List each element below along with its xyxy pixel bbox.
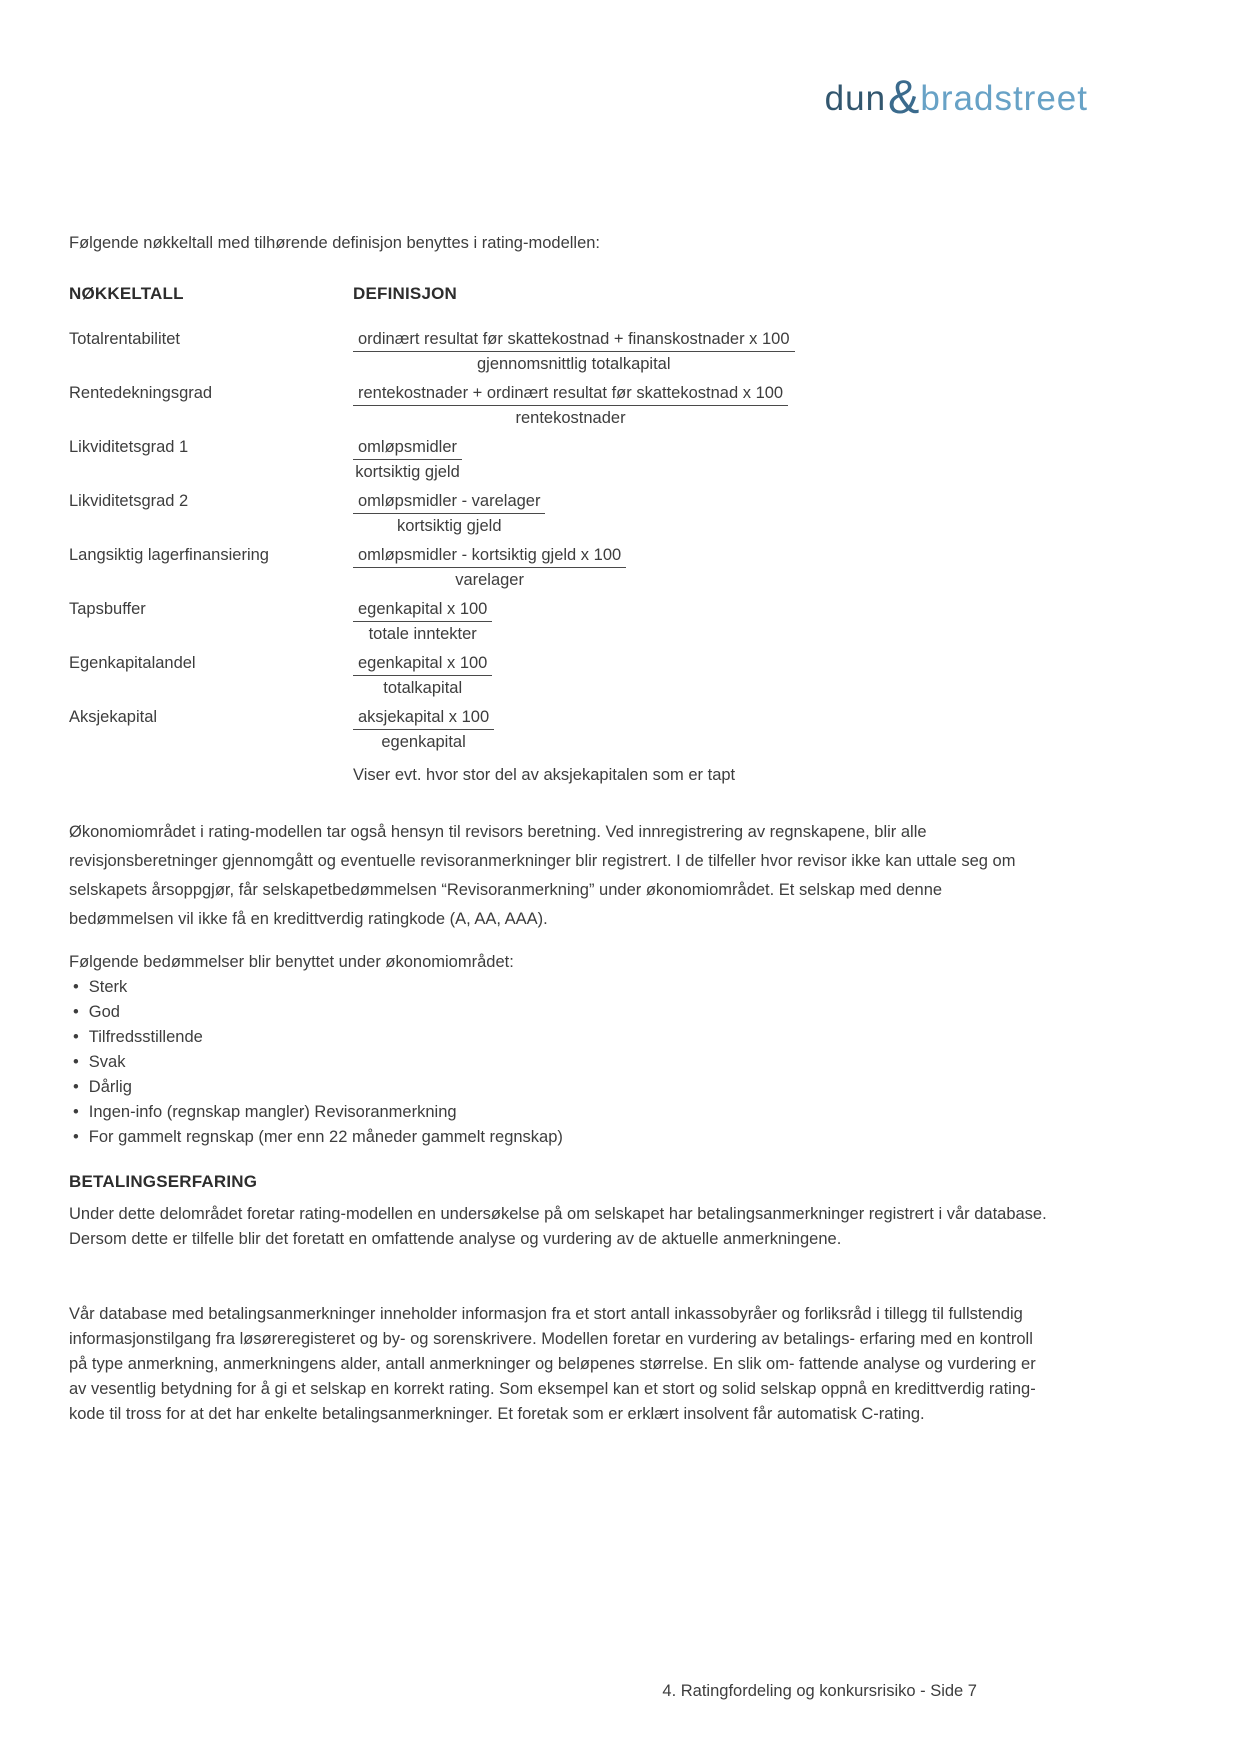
ratio-label: Totalrentabilitet [69, 330, 180, 348]
payment-paragraph-2: Vår database med betalingsanmerkninger inneholder informasjon fra et stort antall inkassobyråer og forliksråd i tillegg til fullstendig informasjonstilgang fra løsøreregisteret og by- og sorenskrivere. Modellen foretar en vurdering av betalings- erfaring med en kontroll på type anmerkning, anmerkningens alder, antall anmerkninger og beløpenes størrelse. En slik om- fattende analyse og vurdering er av vesentlig betydning for å gi et selskap en korrekt rating. Som eksempel kan et stort og solid selskap oppnå en kredittverdig rating-kode til tross for at det har enkelte betalingsanmerkninger. Et foretak som er erklært insolvent får automatisk C-rating. [69, 1305, 1036, 1423]
formula-denominator: totale inntekter [368, 625, 477, 643]
logo-text-bradstreet: bradstreet [920, 79, 1088, 118]
dun-bradstreet-logo [825, 66, 1088, 121]
ratio-formula [353, 382, 788, 429]
ratio-formula [353, 490, 545, 537]
table-note: Viser evt. hvor stor del av aksjekapitalen som er tapt [353, 766, 736, 784]
column-header-nokkeltall: NØKKELTALL [69, 284, 184, 303]
ratio-formula [353, 598, 492, 645]
formula-denominator: kortsiktig gjeld [396, 517, 502, 535]
ratio-label: Langsiktig lagerfinansiering [69, 546, 269, 564]
table-row [69, 490, 1119, 544]
list-item: • For gammelt regnskap (mer enn 22 måneder gammelt regnskap) [69, 1125, 1047, 1150]
formula-numerator: egenkapital x 100 [353, 598, 492, 622]
formula-numerator: omløpsmidler - kortsiktig gjeld x 100 [353, 544, 626, 568]
section-heading-betalingserfaring: BETALINGSERFARING [69, 1172, 258, 1191]
logo-ampersand-icon: & [888, 70, 920, 123]
table-row [69, 652, 1119, 706]
table-row [69, 706, 1119, 760]
economy-paragraph: Økonomiområdet i rating-modellen tar også hensyn til revisors beretning. Ved innregistrering av regnskapene, blir alle revisjonsberetninger gjennomgått og eventuelle revisoranmerkninger blir registrert. I de tilfeller hvor revisor ikke kan uttale seg om selskapets årsoppgjør, får selskapetbedømmelsen “Revisoranmerkning” under økonomiområdet. Et selskap med denne bedømmelsen vil ikke få en kredittverdig ratingkode (A, AA, AAA). [69, 823, 1016, 928]
table-header-row [69, 284, 1049, 304]
assessments-intro: Følgende bedømmelser blir benyttet under økonomiområdet: [69, 953, 514, 971]
formula-denominator: egenkapital [381, 733, 466, 751]
ratio-formula [353, 706, 494, 753]
formula-denominator: gjennomsnittlig totalkapital [476, 355, 671, 373]
payment-paragraph-1: Under dette delområdet foretar rating-modellen en undersøkelse på om selskapet har betalingsanmerkninger registrert i vår database. Dersom dette er tilfelle blir det foretatt en omfattende analyse og vurdering av de aktuelle anmerkningene. [69, 1205, 1047, 1248]
assessments-list [69, 975, 1047, 1150]
ratio-formula [353, 652, 492, 699]
list-item: • Svak [69, 1050, 1047, 1075]
table-row [69, 436, 1119, 490]
formula-numerator: egenkapital x 100 [353, 652, 492, 676]
formula-denominator: varelager [455, 571, 524, 589]
formula-numerator: omløpsmidler [353, 436, 462, 460]
ratio-label: Likviditetsgrad 1 [69, 438, 189, 456]
formula-numerator: rentekostnader + ordinært resultat før skattekostnad x 100 [353, 382, 788, 406]
ratio-label: Likviditetsgrad 2 [69, 492, 189, 510]
ratio-formula [353, 544, 626, 591]
list-item: • Ingen-info (regnskap mangler) Revisoranmerkning [69, 1100, 1047, 1125]
logo-text-dun: dun [824, 79, 887, 118]
page-footer: 4. Ratingfordeling og konkursrisiko - Side 7 [662, 1682, 977, 1700]
formula-denominator: totalkapital [383, 679, 463, 697]
formula-denominator: kortsiktig gjeld [355, 463, 460, 481]
ratio-label: Egenkapitalandel [69, 654, 196, 672]
table-row [69, 382, 1119, 436]
list-item: • Tilfredsstillende [69, 1025, 1047, 1050]
table-row [69, 328, 1119, 382]
ratio-label: Rentedekningsgrad [69, 384, 213, 402]
list-item: • God [69, 1000, 1047, 1025]
formula-denominator: rentekostnader [515, 409, 626, 427]
key-figure-table [69, 328, 1119, 760]
formula-numerator: omløpsmidler - varelager [353, 490, 545, 514]
intro-text: Følgende nøkkeltall med tilhørende definisjon benyttes i rating-modellen: [69, 234, 601, 252]
formula-numerator: ordinært resultat før skattekostnad + finanskostnader x 100 [353, 328, 795, 352]
ratio-formula [353, 436, 462, 483]
ratio-label: Aksjekapital [69, 708, 158, 726]
list-item: • Dårlig [69, 1075, 1047, 1100]
table-row [69, 544, 1119, 598]
ratio-label: Tapsbuffer [69, 600, 146, 618]
column-header-definisjon: DEFINISJON [353, 284, 458, 303]
table-row [69, 598, 1119, 652]
list-item: • Sterk [69, 975, 1047, 1000]
formula-numerator: aksjekapital x 100 [353, 706, 494, 730]
ratio-formula [353, 328, 795, 375]
